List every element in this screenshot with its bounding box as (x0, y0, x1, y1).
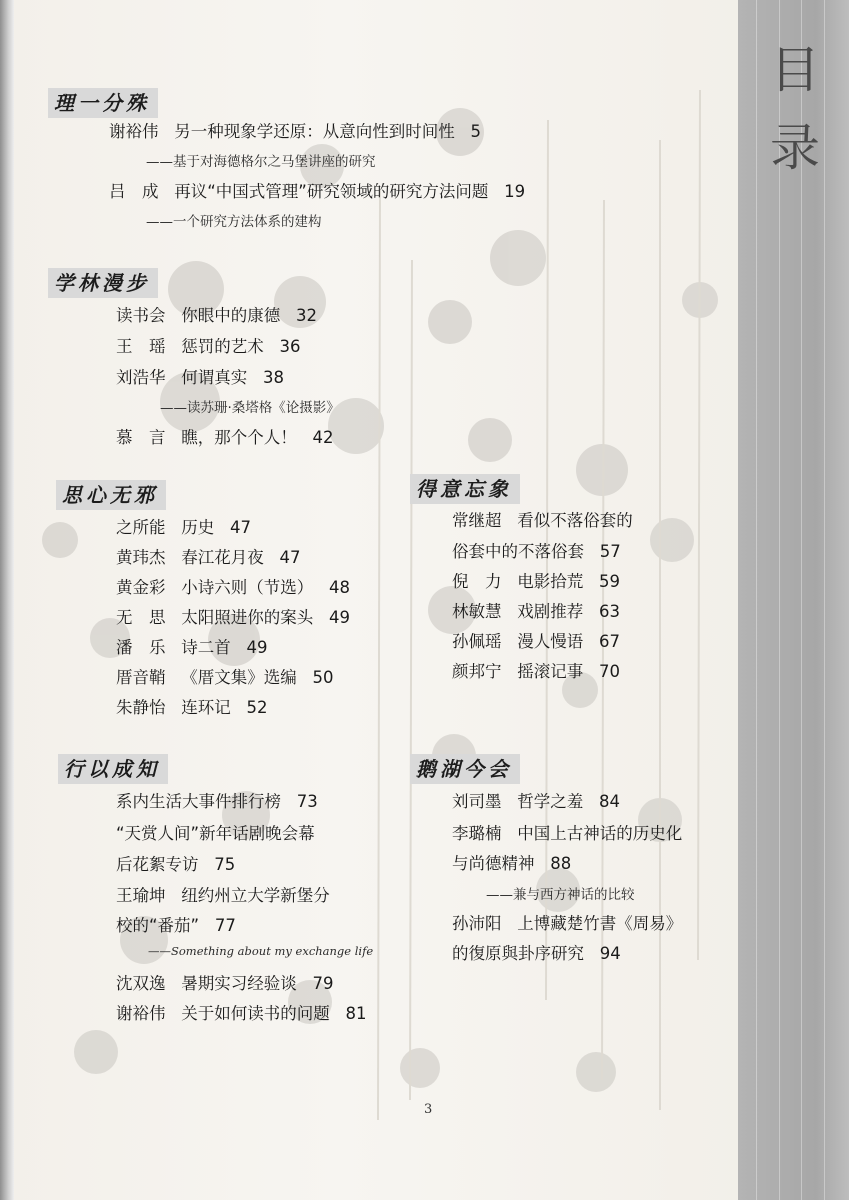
entry-author: 常继超 (452, 511, 502, 530)
entry-title: 电影拾荒 (517, 572, 584, 591)
entry-page: 75 (214, 855, 236, 874)
entry-author: 林敏慧 (452, 602, 502, 621)
entry-subtitle: ——兼与西方神话的比较 (486, 887, 635, 903)
section-title: 鹅湖今会 (410, 754, 520, 784)
toc-entry[interactable] (452, 598, 620, 622)
entry-author: 颜邦宁 (452, 662, 502, 681)
toc-entry[interactable] (116, 694, 268, 718)
toc-entry[interactable] (116, 882, 330, 906)
toc-entry-continuation[interactable] (452, 940, 621, 964)
entry-page: 47 (279, 548, 301, 567)
entry-author: 谢裕伟 (109, 122, 159, 141)
entry-page: 50 (312, 668, 334, 687)
toc-entry[interactable] (116, 970, 334, 994)
section-title: 行以成知 (58, 754, 168, 784)
entry-title: 摇滚记事 (517, 662, 584, 681)
toc-entry[interactable] (452, 628, 620, 652)
toc-entry[interactable] (116, 514, 251, 538)
toc-entry[interactable] (116, 604, 350, 628)
entry-title: 纽约州立大学新堡分 (181, 886, 330, 905)
entry-title: 漫人慢语 (517, 632, 584, 651)
toc-entry-continuation[interactable] (452, 538, 621, 562)
toc-entry[interactable] (116, 333, 301, 357)
toc-entry[interactable] (116, 1000, 367, 1024)
toc-title-char: 录 (770, 119, 820, 177)
toc-entry[interactable] (452, 507, 633, 531)
entry-page: 49 (246, 638, 268, 657)
toc-entry[interactable] (116, 424, 334, 448)
toc-entry[interactable] (116, 820, 315, 844)
entry-author: 黄玮杰 (116, 548, 166, 567)
entry-page: 32 (296, 306, 317, 325)
entry-title: 另一种现象学还原：从意向性到时间性 (174, 122, 455, 141)
entry-title: 中国上古神话的历史化 (517, 824, 683, 843)
sidebar-strip (738, 0, 849, 1200)
entry-page: 59 (599, 572, 620, 591)
entry-author: 王瑜坤 (116, 886, 166, 905)
entry-title: 系内生活大事件排行榜 (116, 792, 281, 811)
entry-author: 厝音鞘 (116, 668, 166, 687)
entry-page: 52 (246, 698, 268, 717)
entry-author: 孙佩瑶 (452, 632, 502, 651)
entry-author: 慕 言 (116, 428, 166, 447)
entry-author: 之所能 (116, 518, 166, 537)
entry-author: 朱静怡 (116, 698, 166, 717)
entry-title: 关于如何读书的问题 (181, 1004, 330, 1023)
entry-title: 暑期实习经验谈 (181, 974, 297, 993)
entry-title: 后花絮专访 (116, 855, 199, 874)
toc-entry[interactable] (452, 820, 682, 844)
entry-title: 《厝文集》选编 (181, 668, 297, 687)
entry-page: 57 (599, 542, 621, 561)
toc-entry[interactable] (452, 910, 682, 934)
entry-author: 黄金彩 (116, 578, 166, 597)
toc-entry[interactable] (116, 788, 318, 812)
entry-page: 84 (599, 792, 620, 811)
entry-subtitle: ——Something about my exchange life (148, 944, 374, 958)
entry-author: 吕 成 (109, 182, 159, 201)
entry-page: 79 (312, 974, 334, 993)
toc-entry[interactable] (452, 658, 620, 682)
entry-author: 刘浩华 (116, 368, 166, 387)
entry-subtitle: ——一个研究方法体系的建构 (146, 214, 322, 230)
section-title: 得意忘象 (410, 474, 520, 504)
entry-page: 81 (345, 1004, 367, 1023)
section-title: 学林漫步 (48, 268, 158, 298)
toc-entry[interactable] (452, 568, 620, 592)
toc-entry[interactable] (109, 118, 481, 142)
entry-title: 与尚德精神 (452, 854, 535, 873)
toc-entry-continuation[interactable] (452, 850, 571, 874)
entry-title: 再议“中国式管理”研究领域的研究方法问题 (174, 182, 489, 201)
entry-title: “天赏人间”新年话剧晚会幕 (116, 824, 315, 843)
entry-page: 77 (214, 916, 236, 935)
entry-title: 你眼中的康德 (181, 306, 281, 325)
entry-subtitle: ——读苏珊·桑塔格《论摄影》 (160, 400, 340, 416)
entry-page: 94 (599, 944, 621, 963)
entry-title: 诗二首 (181, 638, 231, 657)
entry-title: 何谓真实 (181, 368, 248, 387)
entry-page: 5 (470, 122, 481, 141)
entry-title: 太阳照进你的案头 (181, 608, 314, 627)
entry-page: 88 (550, 854, 572, 873)
entry-title: 戏剧推荐 (517, 602, 584, 621)
entry-page: 63 (599, 602, 620, 621)
section-title: 思心无邪 (56, 480, 166, 510)
entry-page: 47 (230, 518, 251, 537)
entry-author: 王 瑶 (116, 337, 166, 356)
entry-page: 38 (263, 368, 284, 387)
toc-entry[interactable] (116, 302, 317, 326)
entry-author: 无 思 (116, 608, 166, 627)
entry-title: 哲学之羞 (517, 792, 584, 811)
entry-page: 49 (329, 608, 350, 627)
entry-author: 孙沛阳 (452, 914, 502, 933)
entry-author: 沈双逸 (116, 974, 166, 993)
toc-title-char: 目 (770, 41, 820, 99)
toc-entry-continuation[interactable] (116, 912, 236, 936)
entry-title: 俗套中的不落俗套 (452, 542, 584, 561)
entry-author: 读书会 (116, 306, 166, 325)
entry-title: 惩罚的艺术 (181, 337, 264, 356)
entry-subtitle: ——基于对海德格尔之马堡讲座的研究 (146, 154, 376, 170)
entry-title: 上博藏楚竹書《周易》 (517, 914, 683, 933)
entry-title: 小诗六则（节选） (181, 578, 314, 597)
entry-page: 19 (504, 182, 526, 201)
entry-title: 历史 (181, 518, 215, 537)
toc-entry[interactable] (116, 574, 350, 598)
entry-title: 春江花月夜 (181, 548, 264, 567)
entry-title: 连环记 (181, 698, 231, 717)
entry-title: 校的“番茄” (116, 916, 200, 935)
section-title: 理一分殊 (48, 88, 158, 118)
entry-page: 48 (329, 578, 350, 597)
page-number: 3 (424, 1102, 433, 1117)
toc-entry[interactable] (116, 364, 284, 388)
entry-author: 倪 力 (452, 572, 502, 591)
toc-entry[interactable] (116, 634, 268, 658)
entry-page: 36 (279, 337, 301, 356)
entry-title: 看似不落俗套的 (517, 511, 633, 530)
toc-entry[interactable] (116, 544, 301, 568)
toc-entry[interactable] (109, 178, 525, 202)
entry-author: 刘司墨 (452, 792, 502, 811)
entry-page: 73 (296, 792, 318, 811)
toc-entry[interactable] (452, 788, 620, 812)
entry-author: 谢裕伟 (116, 1004, 166, 1023)
entry-author: 李璐楠 (452, 824, 502, 843)
toc-entry[interactable] (116, 664, 334, 688)
entry-author: 潘 乐 (116, 638, 166, 657)
entry-page: 67 (599, 632, 620, 651)
entry-title: 瞧，那个个人！ (181, 428, 297, 447)
toc-entry-continuation[interactable] (116, 851, 235, 875)
entry-title: 的復原與卦序研究 (452, 944, 584, 963)
entry-page: 42 (312, 428, 334, 447)
entry-page: 70 (599, 662, 620, 681)
